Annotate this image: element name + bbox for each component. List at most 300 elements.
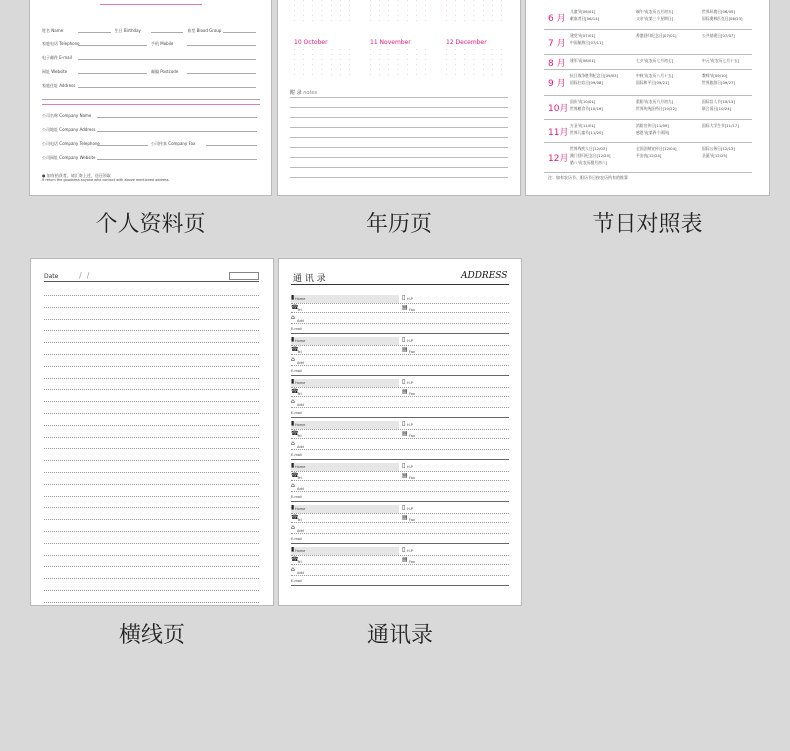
day-cell: · xyxy=(464,68,466,72)
tel-icon: ☎ xyxy=(291,514,299,521)
day-cell: · xyxy=(397,48,399,52)
day-cell: · xyxy=(446,9,448,13)
fax-label: Fax xyxy=(409,560,415,564)
day-cell: · xyxy=(330,4,332,8)
field-line xyxy=(78,45,147,46)
day-cell: · xyxy=(321,9,323,13)
day-cell: · xyxy=(491,73,493,77)
day-cell: · xyxy=(339,53,341,57)
footnote-cn: ● 如有拾获者，请汇寄上述，送还领取 xyxy=(42,173,111,178)
address-entry xyxy=(291,463,509,505)
day-cell: · xyxy=(397,68,399,72)
day-cell: · xyxy=(446,53,448,57)
holiday-entry: 世界儿童节[11/20] xyxy=(570,130,603,135)
holiday-entry: 感恩节[第四个周四] xyxy=(636,130,670,135)
day-cell: · xyxy=(446,48,448,52)
day-cell: · xyxy=(321,53,323,57)
day-cell: · xyxy=(464,4,466,8)
caption-lined: 横线页 xyxy=(118,623,185,648)
entry-line xyxy=(291,555,509,556)
holiday-entry: 献血者日[06/14] xyxy=(570,16,600,21)
day-cell: · xyxy=(321,68,323,72)
email-label: E-mail xyxy=(291,453,302,457)
ruled-line xyxy=(44,330,259,331)
entry-line xyxy=(291,407,509,408)
address-entry xyxy=(291,295,509,337)
add-label: Add xyxy=(297,571,304,575)
company-field-label: 公司传真 Company Fax xyxy=(151,141,196,146)
day-cell: · xyxy=(424,73,426,77)
holiday-entry: 世界残疾人日[12/03] xyxy=(570,146,607,151)
day-cell: · xyxy=(339,0,341,3)
fax-label: Fax xyxy=(409,434,415,438)
ruled-line xyxy=(44,484,259,485)
holiday-table-page xyxy=(525,0,770,196)
notes-line xyxy=(290,107,508,108)
day-cell: · xyxy=(397,53,399,57)
day-cell: · xyxy=(321,63,323,67)
day-cell: · xyxy=(397,4,399,8)
holiday-month: 9 月 xyxy=(548,79,566,89)
holiday-entry: 世界传统医药日[10/22] xyxy=(636,106,677,111)
mobile-icon: ▯ xyxy=(402,504,406,511)
address-entry xyxy=(291,421,509,463)
day-cell: · xyxy=(473,4,475,8)
day-cell: · xyxy=(348,4,350,8)
fax-icon: ▤ xyxy=(402,430,408,437)
day-cell: · xyxy=(294,4,296,8)
holiday-month: 8 月 xyxy=(548,58,566,69)
day-cell: · xyxy=(330,9,332,13)
mobile-label: H.P xyxy=(407,297,413,301)
field-line xyxy=(78,59,256,60)
tel-label: Tel xyxy=(297,392,302,396)
month-title: 12 December xyxy=(446,39,487,46)
day-cell: · xyxy=(415,19,417,23)
holiday-entry: 端午节[农历五月初五] xyxy=(636,9,674,14)
day-cell: · xyxy=(397,19,399,23)
day-cell: · xyxy=(491,4,493,8)
holiday-entry: 圣诞节[12/25] xyxy=(702,153,728,158)
home-field-shade xyxy=(291,295,399,303)
date-label: Date xyxy=(44,273,59,280)
caption-calendar: 年历页 xyxy=(365,212,432,237)
entry-line xyxy=(291,345,509,346)
header-rule xyxy=(44,281,259,282)
tel-label: Tel xyxy=(297,434,302,438)
address-title-en: ADDRESS xyxy=(461,271,508,281)
day-cell: · xyxy=(312,19,314,23)
entry-line xyxy=(291,449,509,450)
day-cell: · xyxy=(473,48,475,52)
notes-label-cn: 附 录 xyxy=(290,90,302,96)
field-line xyxy=(42,99,260,100)
day-cell: · xyxy=(406,68,408,72)
day-cell: · xyxy=(388,53,390,57)
day-cell: · xyxy=(303,58,305,62)
calendar-partial-month xyxy=(294,0,356,23)
address-entry xyxy=(291,337,509,379)
field-label: 网址 Website xyxy=(42,69,68,74)
day-cell: · xyxy=(379,48,381,52)
day-cell: · xyxy=(406,73,408,77)
day-cell: · xyxy=(415,4,417,8)
ruled-line xyxy=(44,448,259,449)
address-title-cn: 通 讯 录 xyxy=(293,274,326,284)
holiday-note: 注：如有农历节、阳历节日按农历所有的推算 xyxy=(548,175,628,180)
day-cell: · xyxy=(330,48,332,52)
day-cell: · xyxy=(455,58,457,62)
holiday-month: 12月 xyxy=(548,154,569,164)
day-cell: · xyxy=(397,0,399,3)
phone-icon: ▮ xyxy=(291,336,295,343)
day-cell: · xyxy=(370,63,372,67)
fax-icon: ▤ xyxy=(402,472,408,479)
day-cell: · xyxy=(370,48,372,52)
day-cell: · xyxy=(348,63,350,67)
day-cell: · xyxy=(424,48,426,52)
day-cell: · xyxy=(464,19,466,23)
caption-holiday: 节日对照表 xyxy=(592,212,703,237)
calendar-partial-month xyxy=(446,0,508,23)
section-divider xyxy=(42,104,260,105)
field-label: 生日 Birthday xyxy=(114,28,141,33)
day-cell: · xyxy=(388,48,390,52)
day-cell: · xyxy=(339,14,341,18)
mobile-label: H.P xyxy=(407,381,413,385)
home-label: Home xyxy=(295,297,306,301)
day-cell: · xyxy=(415,58,417,62)
day-cell: · xyxy=(321,58,323,62)
holiday-entry: 建党节[07/01] xyxy=(570,33,596,38)
day-cell: · xyxy=(464,73,466,77)
date-boxes xyxy=(229,272,259,280)
ruled-line xyxy=(44,566,259,567)
day-cell: · xyxy=(303,73,305,77)
caption-personal: 个人资料页 xyxy=(95,212,206,237)
day-cell: · xyxy=(446,68,448,72)
ruled-line xyxy=(44,413,259,414)
day-cell: · xyxy=(406,14,408,18)
day-cell: · xyxy=(482,48,484,52)
ruled-line xyxy=(44,460,259,461)
day-cell: · xyxy=(482,0,484,3)
day-cell: · xyxy=(482,73,484,77)
day-cell: · xyxy=(379,19,381,23)
ruled-line xyxy=(44,578,259,579)
holiday-row xyxy=(544,142,752,173)
address-icon: ⌂ xyxy=(291,482,295,489)
day-cell: · xyxy=(370,14,372,18)
ruled-line xyxy=(44,543,259,544)
email-label: E-mail xyxy=(291,411,302,415)
entry-line xyxy=(291,429,509,430)
tel-icon: ☎ xyxy=(291,304,299,311)
field-label: 姓名 Name xyxy=(42,28,64,33)
mobile-icon: ▯ xyxy=(402,546,406,553)
home-field-shade xyxy=(291,421,399,429)
day-cell: · xyxy=(455,14,457,18)
day-cell: · xyxy=(415,48,417,52)
mobile-icon: ▯ xyxy=(402,420,406,427)
day-cell: · xyxy=(379,68,381,72)
company-field-line xyxy=(97,159,257,160)
day-cell: · xyxy=(330,14,332,18)
mobile-icon: ▯ xyxy=(402,294,406,301)
day-cell: · xyxy=(482,68,484,72)
day-cell: · xyxy=(500,19,502,23)
ruled-line xyxy=(44,342,259,343)
mobile-icon: ▯ xyxy=(402,462,406,469)
day-cell: · xyxy=(415,73,417,77)
day-cell: · xyxy=(482,19,484,23)
entry-line xyxy=(291,480,509,481)
ruled-line xyxy=(44,366,259,367)
day-cell: · xyxy=(482,14,484,18)
day-cell: · xyxy=(303,19,305,23)
day-cell: · xyxy=(348,48,350,52)
month-title: 11 November xyxy=(370,39,411,46)
calendar-partial-month xyxy=(370,0,432,23)
field-line xyxy=(151,32,184,33)
holiday-row xyxy=(544,5,752,30)
holiday-entry: 建军节[08/01] xyxy=(570,58,596,63)
day-cell: · xyxy=(406,58,408,62)
field-line xyxy=(187,73,256,74)
day-cell: · xyxy=(406,63,408,67)
day-cell: · xyxy=(424,9,426,13)
ruled-line xyxy=(44,307,259,308)
day-cell: · xyxy=(294,48,296,52)
day-cell: · xyxy=(388,0,390,3)
fax-label: Fax xyxy=(409,518,415,522)
day-cell: · xyxy=(379,53,381,57)
holiday-entry: 香港回归纪念日[07/01] xyxy=(636,33,677,38)
entry-rule xyxy=(291,417,509,418)
day-cell: · xyxy=(500,63,502,67)
day-cell: · xyxy=(321,73,323,77)
home-field-shade xyxy=(291,463,399,471)
day-cell: · xyxy=(464,53,466,57)
ruled-line xyxy=(44,472,259,473)
day-cell: · xyxy=(464,58,466,62)
holiday-entry: 中元节[农历七月十五] xyxy=(702,58,740,63)
calendar-november xyxy=(370,39,432,77)
holiday-entry: 平安夜[12/24] xyxy=(636,153,662,158)
day-cell: · xyxy=(464,0,466,3)
day-cell: · xyxy=(415,68,417,72)
holiday-month: 7 月 xyxy=(548,38,566,49)
calendar-page xyxy=(277,0,521,196)
day-cell: · xyxy=(303,53,305,57)
holiday-entry: 国际扫盲日[09/08] xyxy=(570,80,603,85)
day-cell: · xyxy=(455,4,457,8)
day-cell: · xyxy=(312,53,314,57)
day-cell: · xyxy=(491,63,493,67)
fax-icon: ▤ xyxy=(402,346,408,353)
holiday-entry: 消防宣传日[11/09] xyxy=(636,123,669,128)
address-icon: ⌂ xyxy=(291,314,295,321)
day-cell: · xyxy=(424,0,426,3)
phone-icon: ▮ xyxy=(291,294,295,301)
day-cell: · xyxy=(473,19,475,23)
add-label: Add xyxy=(297,361,304,365)
day-cell: · xyxy=(415,9,417,13)
holiday-row xyxy=(544,119,752,143)
day-cell: · xyxy=(379,63,381,67)
day-cell: · xyxy=(370,68,372,72)
day-cell: · xyxy=(397,73,399,77)
day-cell: · xyxy=(446,58,448,62)
address-icon: ⌂ xyxy=(291,440,295,447)
day-cell: · xyxy=(500,53,502,57)
day-cell: · xyxy=(303,4,305,8)
day-cell: · xyxy=(330,63,332,67)
day-cell: · xyxy=(473,68,475,72)
holiday-entry: 父亲节[第三个星期日] xyxy=(636,16,674,21)
ruled-line xyxy=(44,319,259,320)
day-cell: · xyxy=(294,68,296,72)
day-cell: · xyxy=(446,63,448,67)
mobile-icon: ▯ xyxy=(402,378,406,385)
day-cell: · xyxy=(312,4,314,8)
phone-icon: ▮ xyxy=(291,420,295,427)
day-cell: · xyxy=(500,73,502,77)
entry-line xyxy=(291,438,509,439)
holiday-entry: 国际盲人节[10/15] xyxy=(702,99,735,104)
day-cell: · xyxy=(397,9,399,13)
day-cell: · xyxy=(482,63,484,67)
day-cell: · xyxy=(491,19,493,23)
day-cell: · xyxy=(482,53,484,57)
entry-rule xyxy=(291,375,509,376)
add-label: Add xyxy=(297,319,304,323)
day-cell: · xyxy=(500,14,502,18)
day-cell: · xyxy=(388,63,390,67)
mobile-label: H.P xyxy=(407,507,413,511)
entry-rule xyxy=(291,333,509,334)
entry-line xyxy=(291,323,509,324)
entry-line xyxy=(291,513,509,514)
day-cell: · xyxy=(339,48,341,52)
email-label: E-mail xyxy=(291,327,302,331)
day-grid xyxy=(370,0,432,23)
fax-icon: ▤ xyxy=(402,556,408,563)
day-cell: · xyxy=(321,4,323,8)
day-cell: · xyxy=(455,68,457,72)
entry-line xyxy=(291,303,509,304)
holiday-entry: 国际奥林匹克日[06/23] xyxy=(702,16,743,21)
holiday-entry: 全国法制宣传日[12/04] xyxy=(636,146,677,151)
email-label: E-mail xyxy=(291,495,302,499)
day-cell: · xyxy=(312,14,314,18)
day-cell: · xyxy=(388,14,390,18)
holiday-entry: 教师节[09/10] xyxy=(702,73,728,78)
day-cell: · xyxy=(379,73,381,77)
caption-address: 通讯录 xyxy=(366,623,433,648)
company-field-line xyxy=(97,145,148,146)
ruled-line xyxy=(44,496,259,497)
day-cell: · xyxy=(464,14,466,18)
field-line xyxy=(78,87,256,88)
day-cell: · xyxy=(379,9,381,13)
tel-icon: ☎ xyxy=(291,556,299,563)
notes-line xyxy=(290,137,508,138)
day-cell: · xyxy=(294,9,296,13)
ruled-line xyxy=(44,378,259,379)
day-cell: · xyxy=(500,9,502,13)
lined-page xyxy=(30,258,274,606)
day-cell: · xyxy=(455,48,457,52)
company-field-line xyxy=(206,145,257,146)
ruled-line xyxy=(44,519,259,520)
email-label: E-mail xyxy=(291,579,302,583)
address-entry xyxy=(291,505,509,547)
month-title: 10 October xyxy=(294,39,328,46)
day-cell: · xyxy=(473,53,475,57)
entry-line xyxy=(291,312,509,313)
entry-rule xyxy=(291,543,509,544)
add-label: Add xyxy=(297,403,304,407)
day-cell: · xyxy=(473,14,475,18)
day-cell: · xyxy=(312,73,314,77)
phone-icon: ▮ xyxy=(291,504,295,511)
day-cell: · xyxy=(500,0,502,3)
holiday-entry: 七夕节[农历七月初七] xyxy=(636,58,674,63)
holiday-row xyxy=(544,95,752,120)
holiday-row xyxy=(544,29,752,55)
holiday-month: 6 月 xyxy=(548,14,566,24)
address-icon: ⌂ xyxy=(291,398,295,405)
ruled-line xyxy=(44,425,259,426)
day-cell: · xyxy=(473,0,475,3)
calendar-december xyxy=(446,39,508,77)
day-cell: · xyxy=(303,63,305,67)
day-cell: · xyxy=(339,73,341,77)
day-cell: · xyxy=(379,0,381,3)
day-cell: · xyxy=(330,58,332,62)
entry-line xyxy=(291,491,509,492)
day-cell: · xyxy=(455,9,457,13)
ruled-line xyxy=(44,389,259,390)
field-line xyxy=(78,73,147,74)
day-cell: · xyxy=(348,19,350,23)
notes-line xyxy=(290,157,508,158)
fax-icon: ▤ xyxy=(402,514,408,521)
day-cell: · xyxy=(473,58,475,62)
day-cell: · xyxy=(424,4,426,8)
holiday-entry: 中秋节[农历八月十五] xyxy=(636,73,674,78)
tel-icon: ☎ xyxy=(291,472,299,479)
ruled-line xyxy=(44,295,259,296)
day-cell: · xyxy=(321,19,323,23)
day-cell: · xyxy=(312,68,314,72)
entry-line xyxy=(291,387,509,388)
day-cell: · xyxy=(339,63,341,67)
day-cell: · xyxy=(473,9,475,13)
address-icon: ⌂ xyxy=(291,524,295,531)
field-line xyxy=(187,45,256,46)
day-cell: · xyxy=(330,68,332,72)
day-cell: · xyxy=(339,58,341,62)
field-label: 家庭住址 Address xyxy=(42,83,76,88)
home-label: Home xyxy=(295,423,306,427)
tel-label: Tel xyxy=(297,350,302,354)
day-cell: · xyxy=(406,0,408,3)
day-cell: · xyxy=(370,0,372,3)
fax-icon: ▤ xyxy=(402,388,408,395)
day-cell: · xyxy=(348,53,350,57)
